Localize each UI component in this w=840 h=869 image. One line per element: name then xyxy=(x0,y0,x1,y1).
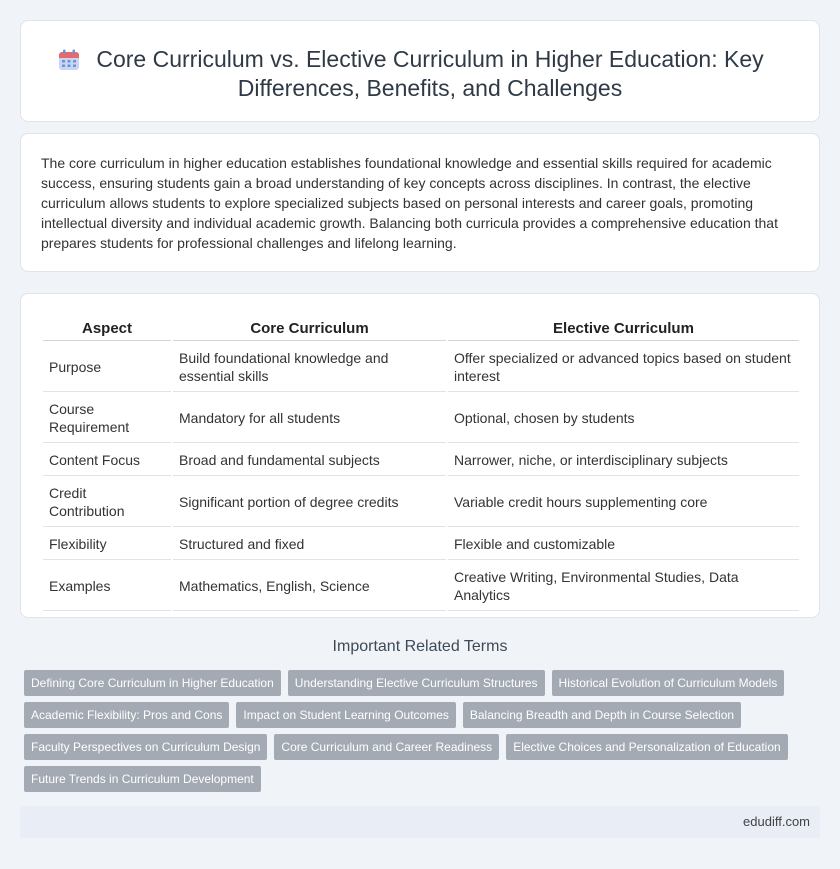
table-cell: Flexible and customizable xyxy=(448,529,799,560)
table-cell: Content Focus xyxy=(43,445,171,476)
table-header-row xyxy=(43,318,799,341)
table-row xyxy=(43,445,799,476)
footer xyxy=(20,806,820,838)
related-term-tag[interactable]: Historical Evolution of Curriculum Models xyxy=(552,670,785,696)
table-cell: Build foundational knowledge and essential skills xyxy=(173,343,446,392)
comparison-table xyxy=(41,316,801,613)
table-cell: Narrower, niche, or interdisciplinary subjects xyxy=(448,445,799,476)
table-cell: Structured and fixed xyxy=(173,529,446,560)
table-cell: Credit Contribution xyxy=(43,478,171,527)
related-term-tag[interactable]: Academic Flexibility: Pros and Cons xyxy=(24,702,229,728)
table-cell: Mandatory for all students xyxy=(173,394,446,443)
related-term-tag[interactable]: Impact on Student Learning Outcomes xyxy=(236,702,455,728)
intro-card xyxy=(20,133,820,272)
table-row xyxy=(43,394,799,443)
related-terms-title: Important Related Terms xyxy=(332,638,508,655)
related-term-tag[interactable]: Future Trends in Curriculum Development xyxy=(24,766,261,792)
page-title: Core Curriculum vs. Elective Curriculum in Higher Education: Key Differences, Benefits, and Challenges xyxy=(96,46,764,101)
table-cell: Broad and fundamental subjects xyxy=(173,445,446,476)
comparison-table-card xyxy=(20,293,820,618)
related-terms-list xyxy=(24,670,814,792)
table-cell: Examples xyxy=(43,562,171,611)
table-cell: Creative Writing, Environmental Studies, Data Analytics xyxy=(448,562,799,611)
table-cell: Course Requirement xyxy=(43,394,171,443)
related-term-tag[interactable]: Balancing Breadth and Depth in Course Selection xyxy=(463,702,741,728)
related-term-tag[interactable]: Core Curriculum and Career Readiness xyxy=(274,734,499,760)
table-cell: Significant portion of degree credits xyxy=(173,478,446,527)
intro-text: The core curriculum in higher education establishes foundational knowledge and essential skills required for academic success, ensuring students gain a broad understanding of key concepts across disciplines. In contrast, the elective curriculum allows students to explore specialized subjects based on personal interests and career goals, promoting intellectual diversity and individual academic growth. Balancing both curricula provides a comprehensive education that prepares students for professional challenges and lifelong learning. xyxy=(41,155,778,251)
related-term-tag[interactable]: Defining Core Curriculum in Higher Education xyxy=(24,670,281,696)
table-row xyxy=(43,343,799,392)
header-aspect: Aspect xyxy=(43,318,171,341)
title-card xyxy=(20,20,820,122)
related-term-tag[interactable]: Elective Choices and Personalization of Education xyxy=(506,734,788,760)
table-cell: Mathematics, English, Science xyxy=(173,562,446,611)
table-cell: Purpose xyxy=(43,343,171,392)
header-elective: Elective Curriculum xyxy=(448,318,799,341)
table-cell: Optional, chosen by students xyxy=(448,394,799,443)
related-term-tag[interactable]: Understanding Elective Curriculum Structures xyxy=(288,670,545,696)
table-row xyxy=(43,562,799,611)
table-row xyxy=(43,529,799,560)
table-row xyxy=(43,478,799,527)
footer-site-link[interactable]: edudiff.com xyxy=(743,814,810,829)
table-cell: Offer specialized or advanced topics based on student interest xyxy=(448,343,799,392)
header-core: Core Curriculum xyxy=(173,318,446,341)
table-cell: Variable credit hours supplementing core xyxy=(448,478,799,527)
related-term-tag[interactable]: Faculty Perspectives on Curriculum Design xyxy=(24,734,267,760)
table-cell: Flexibility xyxy=(43,529,171,560)
